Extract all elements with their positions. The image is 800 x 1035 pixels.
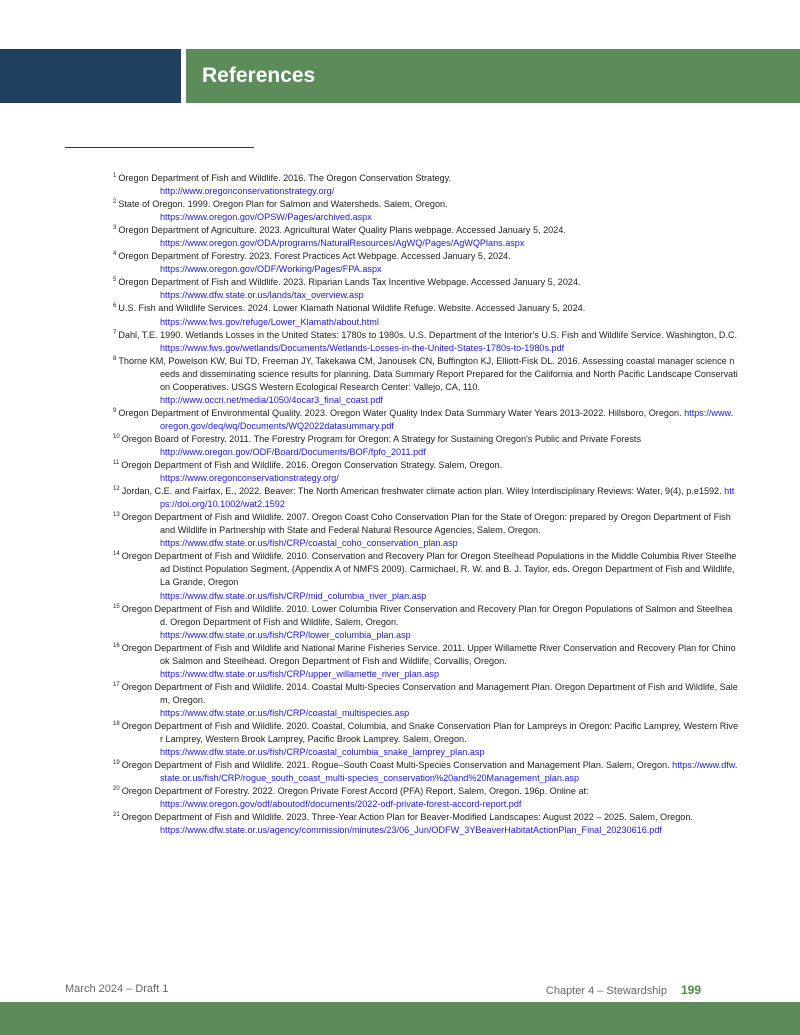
- reference-text: Oregon Department of Fish and Wildlife and National Marine Fisheries Service. 2011. Upper Willamette River Conservation and Recovery Plan for Chinook Salmon and Steelhead. Oregon Department of Fish and Wildlife, Corvallis, Oregon.: [121, 642, 736, 666]
- footnote-number: 18: [113, 720, 120, 727]
- footnote-number: 16: [113, 642, 120, 649]
- reference-link[interactable]: https://www.fws.gov/wetlands/Documents/Wetlands-Losses-in-the-United-States-1780s-to-1980s.pdf: [160, 342, 565, 353]
- reference-link[interactable]: https://www.oregon.gov/ODF/Working/Pages/FPA.aspx: [160, 264, 382, 275]
- footnote-number: 10: [113, 433, 120, 440]
- footnote-number: 17: [113, 681, 120, 688]
- reference-text: Oregon Department of Fish and Wildlife. 2021. Rogue–South Coast Multi-Species Conservation and Management Plan. Salem, Oregon.: [121, 760, 673, 771]
- reference-link[interactable]: https://www.oregon.gov/deq/wq/Documents/WQ2022datasummary.pdf: [160, 407, 734, 431]
- reference-item: [113, 485, 738, 511]
- reference-list: [113, 172, 738, 837]
- reference-text: Oregon Department of Forestry. 2023. Forest Practices Act Webpage. Accessed January 5, 2024.: [118, 251, 511, 262]
- reference-link[interactable]: https://www.dfw.state.or.us/fish/CRP/coastal_multispecies.asp: [160, 707, 410, 718]
- reference-item: [113, 302, 738, 328]
- reference-link[interactable]: https://www.dfw.state.or.us/fish/CRP/coastal_coho_conservation_plan.asp: [160, 538, 458, 549]
- reference-item: [113, 172, 738, 198]
- reference-item: [113, 407, 738, 433]
- footnote-number: 8: [113, 355, 117, 362]
- reference-link[interactable]: http://www.oregon.gov/ODF/Board/Documents/BOF/fpfo_2011.pdf: [160, 446, 426, 457]
- reference-text: Oregon Department of Fish and Wildlife. 2023. Riparian Lands Tax Incentive Webpage. Accessed January 5, 2024.: [118, 277, 581, 288]
- footnote-number: 19: [113, 760, 120, 767]
- reference-text: State of Oregon. 1999. Oregon Plan for Salmon and Watersheds. Salem, Oregon.: [118, 199, 448, 210]
- reference-text: Oregon Department of Fish and Wildlife. 2010. Conservation and Recovery Plan for Oregon Steelhead Populations in the Middle Columbia River Steelhead Distinct Population Segment, (Appendix A of NMFS 2009). Carmichael, R. W. and B. J. Taylor, eds. Oregon Department of Fish and Wildlife, La Grande, Oregon: [121, 551, 737, 588]
- header-accent-block: [0, 49, 181, 103]
- reference-text: Oregon Department of Fish and Wildlife. 2016. The Oregon Conservation Strategy.: [118, 173, 452, 183]
- reference-item: [113, 355, 738, 407]
- reference-link[interactable]: http://www.occri.net/media/1050/4ocar3_final_coast.pdf: [160, 394, 383, 405]
- footnote-number: 1: [113, 173, 117, 179]
- page-title: References: [202, 64, 316, 87]
- reference-link[interactable]: https://www.dfw.state.or.us/lands/tax_overview.asp: [160, 290, 364, 301]
- reference-link[interactable]: https://www.fws.gov/refuge/Lower_Klamath/about.html: [160, 316, 379, 327]
- footnote-number: 13: [113, 512, 120, 519]
- reference-item: [113, 681, 738, 720]
- reference-text: Oregon Department of Agriculture. 2023. Agricultural Water Quality Plans webpage. Accessed January 5, 2024.: [118, 225, 566, 236]
- reference-text: Oregon Department of Fish and Wildlife. 2023. Three-Year Action Plan for Beaver-Modified Landscapes: August 2022 – 2025. Salem, Oregon.: [121, 812, 693, 823]
- reference-link[interactable]: https://www.oregon.gov/ODA/programs/NaturalResources/AgWQ/Pages/AgWQPlans.aspx: [160, 238, 525, 249]
- footnote-number: 9: [113, 407, 117, 414]
- reference-text: Oregon Department of Fish and Wildlife. 2020. Coastal, Columbia, and Snake Conservation Plan for Lampreys in Oregon: Pacific Lamprey, Western River Lamprey, Western Brook Lamprey, Pacific Brook Lamprey. Salem, Oregon.: [121, 720, 739, 745]
- reference-item: [113, 759, 738, 785]
- reference-text: Oregon Department of Fish and Wildlife. 2007. Oregon Coast Coho Conservation Plan for the State of Oregon: prepared by Oregon Department of Fish and Wildlife in Partnership with State and Federal Natural Resource Agencies, Salem, Oregon.: [121, 512, 731, 536]
- footnote-number: 20: [113, 786, 120, 793]
- reference-link[interactable]: https://www.oregon.gov/OPSW/Pages/archived.aspx: [160, 212, 372, 223]
- reference-item: [113, 720, 738, 759]
- reference-text: Oregon Board of Forestry. 2011. The Forestry Program for Oregon: A Strategy for Sustaining Oregon's Public and Private Forests: [121, 433, 642, 444]
- reference-text: Thorne KM, Powelson KW, Bui TD, Freeman JY, Takekawa CM, Janousek CN, Buffington KJ, Elliott-Fisk DL. 2016. Assessing coastal manager science needs and disseminating science results for planning. Data Summary Report Prepared for the California and North Pacific Landscape Conservation Cooperatives. USGS Western Ecological Research Center: Vallejo, CA, 110.: [118, 355, 738, 392]
- reference-link[interactable]: https://www.dfw.state.or.us/agency/commission/minutes/23/06_Jun/ODFW_3YBeaverHabitatActionPlan_Final_20230616.pdf: [160, 825, 662, 836]
- reference-item: [113, 550, 738, 602]
- footnote-divider: [65, 147, 254, 148]
- header-banner: [186, 49, 800, 103]
- reference-item: [113, 642, 738, 681]
- reference-text: Oregon Department of Fish and Wildlife. 2014. Coastal Multi-Species Conservation and Management Plan. Oregon Department of Fish and Wildlife, Salem, Oregon.: [121, 681, 738, 705]
- reference-link[interactable]: https://www.dfw.state.or.us/fish/CRP/upper_willamette_river_plan.asp: [160, 668, 440, 679]
- footnote-number: 6: [113, 303, 117, 310]
- reference-item: [113, 329, 738, 355]
- reference-link[interactable]: https://doi.org/10.1002/wat2.1592: [160, 486, 735, 510]
- reference-item: [113, 276, 738, 302]
- footnote-number: 7: [113, 329, 117, 336]
- reference-item: [113, 785, 738, 811]
- footnote-number: 15: [113, 603, 120, 610]
- reference-text: Oregon Department of Fish and Wildlife. 2016. Oregon Conservation Strategy. Salem, Oregon.: [121, 460, 503, 471]
- reference-link[interactable]: http://www.oregonconservationstrategy.org/: [160, 186, 335, 197]
- footnote-number: 21: [113, 812, 120, 819]
- reference-item: [113, 433, 738, 459]
- footer-date: March 2024 – Draft 1: [65, 983, 169, 995]
- reference-item: [113, 224, 738, 250]
- reference-item: [113, 811, 738, 837]
- reference-link[interactable]: https://www.dfw.state.or.us/fish/CRP/coastal_columbia_snake_lamprey_plan.asp: [160, 747, 485, 758]
- reference-text: U.S. Fish and Wildlife Services. 2024. Lower Klamath National Wildlife Refuge. Website. Accessed January 5, 2024.: [118, 303, 586, 314]
- reference-item: [113, 511, 738, 550]
- footnote-number: 3: [113, 225, 117, 232]
- reference-item: [113, 459, 738, 485]
- footer-bar: [0, 1002, 800, 1035]
- page-number: 199: [680, 983, 701, 997]
- footnote-number: 14: [113, 551, 120, 558]
- reference-link[interactable]: https://www.oregon.gov/odf/aboutodf/documents/2022-odf-private-forest-accord-report.pdf: [160, 799, 522, 810]
- footnote-number: 5: [113, 277, 117, 284]
- footnote-number: 12: [113, 486, 120, 493]
- reference-link[interactable]: https://www.oregonconservationstrategy.org/: [160, 473, 339, 484]
- reference-text: Dahl, T.E. 1990. Wetlands Losses in the United States: 1780s to 1980s. U.S. Department of the Interior's U.S. Fish and Wildlife Service. Washington, D.C.: [118, 329, 738, 340]
- reference-link[interactable]: https://www.dfw.state.or.us/fish/CRP/rogue_south_coast_multi-species_conservation%20and%20Management_plan.asp: [160, 760, 738, 784]
- reference-item: [113, 198, 738, 224]
- footnote-number: 2: [113, 199, 117, 206]
- footer-chapter: [546, 983, 701, 997]
- reference-link[interactable]: https://www.dfw.state.or.us/fish/CRP/mid_columbia_river_plan.asp: [160, 590, 427, 601]
- reference-item: [113, 603, 738, 642]
- reference-link[interactable]: https://www.dfw.state.or.us/fish/CRP/lower_columbia_plan.asp: [160, 629, 411, 640]
- reference-text: Oregon Department of Environmental Quality. 2023. Oregon Water Quality Index Data Summary Water Years 2013-2022. Hillsboro, Oregon.: [118, 407, 685, 418]
- reference-item: [113, 250, 738, 276]
- footer-chapter-label: Chapter 4 – Stewardship: [545, 985, 667, 997]
- reference-text: Oregon Department of Fish and Wildlife. 2010. Lower Columbia River Conservation and Recovery Plan for Oregon Populations of Salmon and Steelhead. Oregon Department of Fish and Wildlife, Salem, Oregon.: [121, 603, 733, 627]
- reference-text: Oregon Department of Forestry. 2022. Oregon Private Forest Accord (PFA) Report. Salem, Oregon. 196p. Online at:: [121, 786, 589, 797]
- footnote-number: 11: [113, 460, 120, 467]
- reference-text: Jordan, C.E. and Fairfax, E., 2022. Beaver: The North American freshwater climate action plan. Wiley Interdisciplinary Reviews: Water, 9(4), p.e1592.: [121, 486, 725, 497]
- footnote-number: 4: [113, 251, 117, 258]
